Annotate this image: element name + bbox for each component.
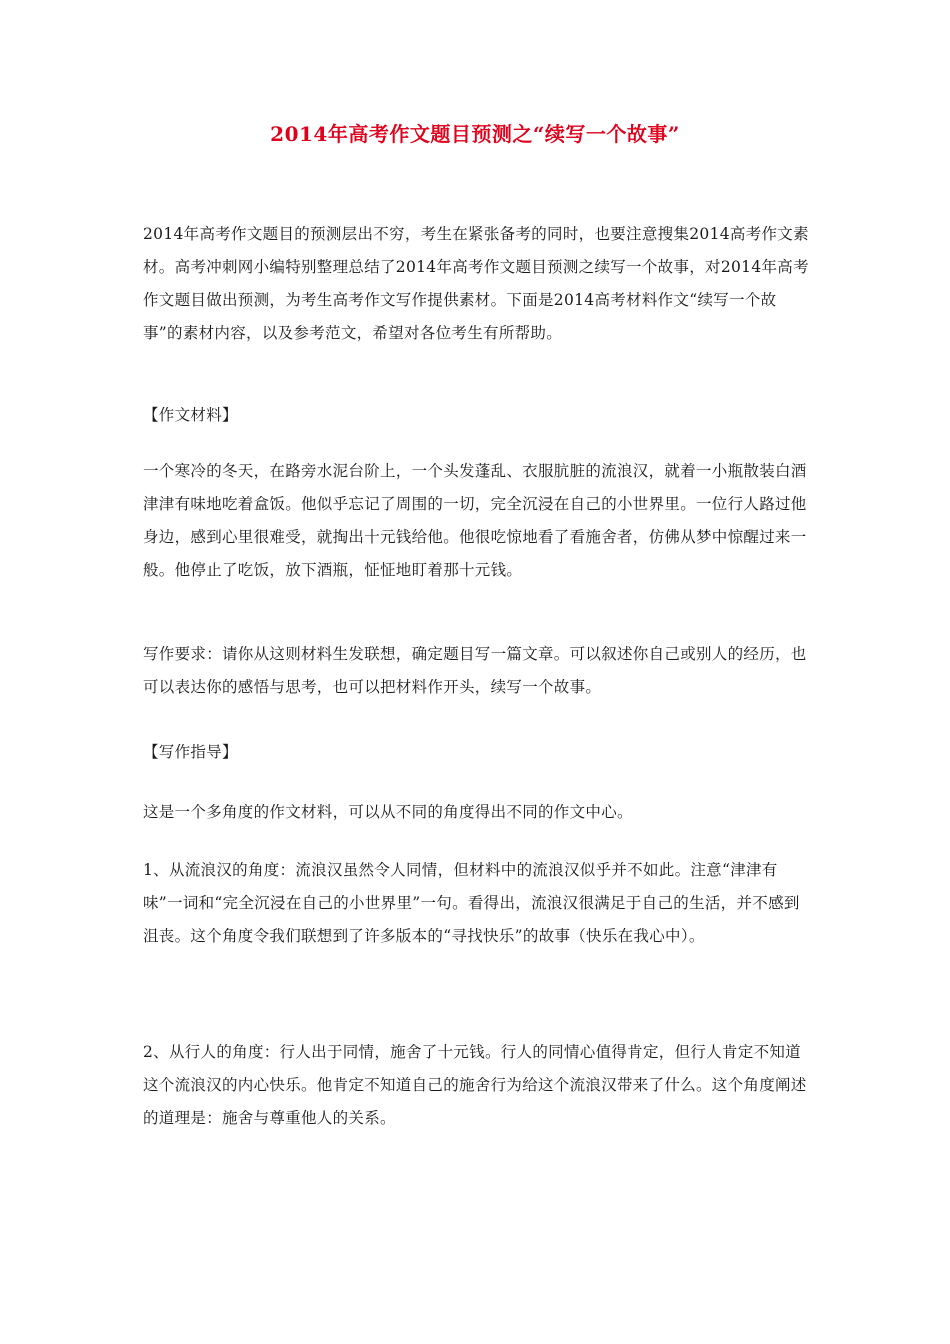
- guide-intro-paragraph: [143, 796, 809, 829]
- page-title: 2014年高考作文题目预测之“续写一个故事”: [270, 122, 680, 146]
- angle-one-paragraph: [143, 854, 809, 953]
- section-heading-material: 【作文材料】: [143, 406, 238, 424]
- paragraph-angle-two: 2、从行人的角度：行人出于同情，施舍了十元钱。行人的同情心值得肯定，但行人肯定不知道这个流浪汉的内心快乐。他肯定不知道自己的施舍行为给这个流浪汉带来了什么。这个角度阐述的道理是：施舍与尊重他人的关系。: [143, 1043, 807, 1127]
- paragraph-guide-intro: 这是一个多角度的作文材料，可以从不同的角度得出不同的作文中心。: [143, 803, 633, 821]
- angle-two-paragraph: [143, 1036, 809, 1135]
- material-heading-block: [143, 399, 809, 432]
- requirement-paragraph: [143, 638, 809, 704]
- intro-paragraph: [143, 218, 809, 350]
- section-heading-guide: 【写作指导】: [143, 743, 238, 761]
- material-paragraph: [143, 455, 809, 587]
- paragraph-intro: 2014年高考作文题目的预测层出不穷，考生在紧张备考的同时，也要注意搜集2014高考作文素材。高考冲刺网小编特别整理总结了2014年高考作文题目预测之续写一个故事，对2014年高考作文题目做出预测，为考生高考作文写作提供素材。下面是2014高考材料作文“续写一个故事”的素材内容，以及参考范文，希望对各位考生有所帮助。: [143, 225, 809, 342]
- paragraph-requirement: 写作要求：请你从这则材料生发联想，确定题目写一篇文章。可以叙述你自己或别人的经历，也可以表达你的感悟与思考，也可以把材料作开头，续写一个故事。: [143, 645, 807, 696]
- guide-heading-block: [143, 736, 809, 769]
- paragraph-material: 一个寒冷的冬天，在路旁水泥台阶上，一个头发蓬乱、衣服肮脏的流浪汉，就着一小瓶散装白酒津津有味地吃着盒饭。他似乎忘记了周围的一切，完全沉浸在自己的小世界里。一位行人路过他身边，感到心里很难受，就掏出十元钱给他。他很吃惊地看了看施舍者，仿佛从梦中惊醒过来一般。他停止了吃饭，放下酒瓶，怔怔地盯着那十元钱。: [143, 462, 807, 579]
- paragraph-angle-one: 1、从流浪汉的角度：流浪汉虽然令人同情，但材料中的流浪汉似乎并不如此。注意“津津有味”一词和“完全沉浸在自己的小世界里”一句。看得出，流浪汉很满足于自己的生活，并不感到沮丧。这个角度令我们联想到了许多版本的“寻找快乐”的故事（快乐在我心中）。: [143, 861, 800, 945]
